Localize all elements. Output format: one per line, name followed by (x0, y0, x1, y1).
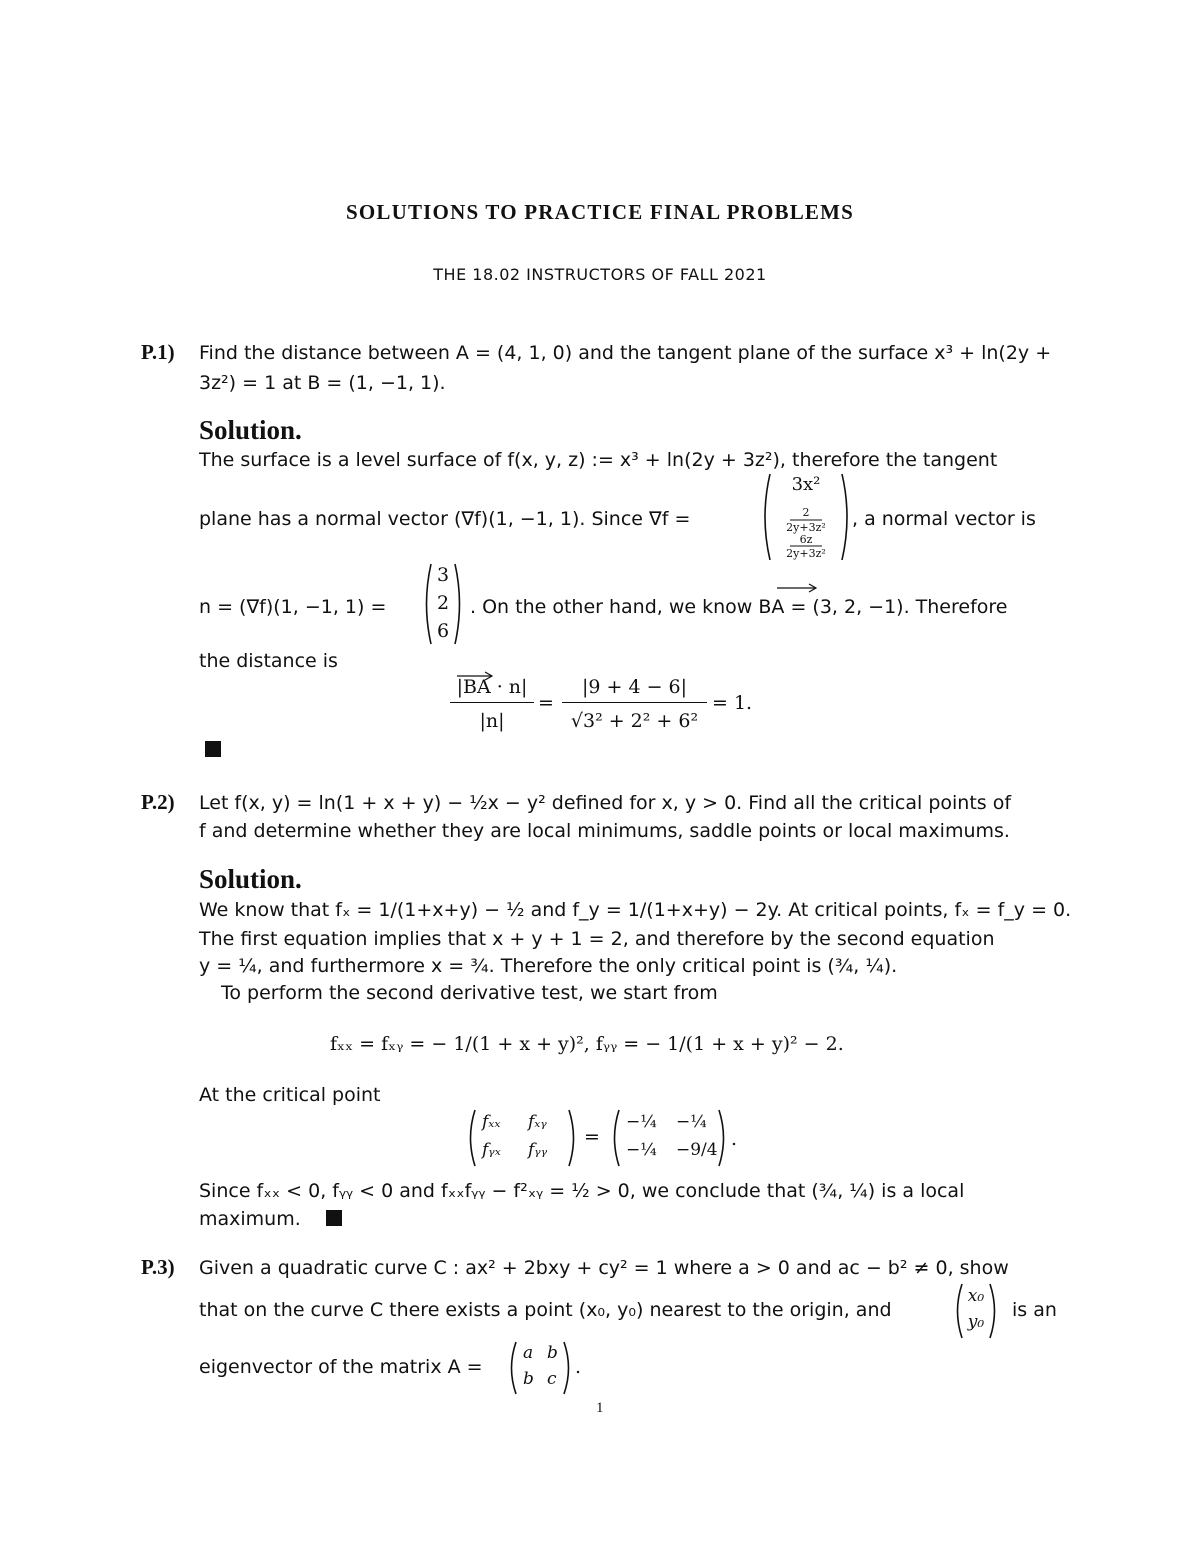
vector-entry-y0: y₀ (967, 1312, 985, 1332)
matrix-a (507, 1340, 573, 1396)
solution-p2-line5: At the critical point (199, 1084, 381, 1106)
problem-statement-p3-line2-post: is an (1012, 1299, 1057, 1321)
solution-p2-line4: To perform the second derivative test, we start from (221, 982, 718, 1004)
gradient-entry-2-den: 2y+3z² (786, 521, 826, 534)
qed-square-p1 (205, 741, 221, 757)
hessian-value-12: −¼ (676, 1112, 707, 1132)
solution-heading-p2: Solution. (199, 864, 302, 894)
problem-statement-p3-line2: that on the curve C there exists a point (x₀, y₀) nearest to the origin, and (199, 1299, 892, 1321)
distance-num-1: |BA · n| (456, 676, 528, 698)
matrix-a-brackets (507, 1340, 573, 1396)
matrix-period: . (575, 1356, 582, 1378)
gradient-entry-3-den: 2y+3z² (786, 547, 826, 560)
second-derivatives-equation: fₓₓ = fₓᵧ = − 1/(1 + x + y)², fᵧᵧ = − 1/(1 + x + y)² − 2. (330, 1033, 844, 1055)
solution-p1-line1: The surface is a level surface of f(x, y, z) := x³ + ln(2y + 3z²), therefore the tangent (199, 449, 998, 471)
fraction-bar-2 (562, 702, 707, 703)
solution-p1-line2-pre: plane has a normal vector (∇f)(1, −1, 1). Since ∇f = (199, 508, 691, 530)
matrix-a-12: b (547, 1343, 558, 1363)
hessian-fyy: fᵧᵧ (528, 1140, 548, 1160)
matrix-a-22: c (547, 1369, 557, 1389)
solution-p1-line2-post: , a normal vector is (852, 508, 1036, 530)
equals-sign-1: = (538, 692, 554, 714)
hessian-value-21: −¼ (626, 1140, 657, 1160)
problem-statement-p3-line1: Given a quadratic curve C : ax² + 2bxy + cy² = 1 where a > 0 and ac − b² ≠ 0, show (199, 1257, 1009, 1279)
distance-result: = 1. (712, 692, 753, 714)
vector-arrow-ba-formula (455, 670, 499, 682)
normal-entry-2: 2 (436, 592, 450, 614)
vector-entry-x0: x₀ (967, 1286, 985, 1306)
distance-den-1: |n| (479, 710, 505, 732)
qed-square-p2 (326, 1210, 342, 1226)
gradient-entry-2-num: 2 (802, 506, 810, 519)
fraction-bar-1 (450, 702, 534, 703)
solution-p1-line3-pre: n = (∇f)(1, −1, 1) = (199, 596, 387, 618)
gradient-entry-3-num: 6z (799, 533, 813, 546)
hessian-value-11: −¼ (626, 1112, 657, 1132)
vector-arrow-ba (775, 582, 819, 594)
hessian-fxy: fₓᵧ (528, 1112, 547, 1132)
page-subtitle: THE 18.02 INSTRUCTORS OF FALL 2021 (433, 265, 767, 284)
hessian-numeric (610, 1108, 728, 1168)
hessian-value-22: −9/4 (676, 1140, 718, 1160)
gradient-vector (760, 472, 852, 562)
problem-statement-p2-line1: Let f(x, y) = ln(1 + x + y) − ½x − y² defined for x, y > 0. Find all the critical points of (199, 792, 1012, 814)
matrix-a-11: a (523, 1343, 534, 1363)
page-number: 1 (596, 1400, 604, 1416)
hessian-period: . (731, 1128, 738, 1150)
solution-p1-line3-post: . On the other hand, we know BA = (3, 2, −1). Therefore (470, 596, 1008, 618)
hessian-fyx: fᵧₓ (482, 1140, 501, 1160)
solution-p2-line7: maximum. (199, 1208, 301, 1230)
normal-entry-3: 6 (436, 620, 450, 642)
hessian-fxx: fₓₓ (482, 1112, 501, 1132)
normal-entry-1: 3 (436, 564, 450, 586)
problem-statement-p1-line1: Find the distance between A = (4, 1, 0) and the tangent plane of the surface x³ + ln(2y + (199, 342, 1052, 364)
problem-label-p1: P.1) (141, 340, 175, 364)
problem-statement-p3-line3: eigenvector of the matrix A = (199, 1356, 483, 1378)
problem-label-p2: P.2) (141, 790, 175, 814)
solution-p2-line3: y = ¼, and furthermore x = ¾. Therefore the only critical point is (¾, ¼). (199, 955, 898, 977)
distance-num-2: |9 + 4 − 6| (581, 676, 688, 698)
solution-p2-line6: Since fₓₓ < 0, fᵧᵧ < 0 and fₓₓfᵧᵧ − f²ₓᵧ = ½ > 0, we conclude that (¾, ¼) is a local (199, 1180, 965, 1202)
problem-statement-p2-line2: f and determine whether they are local minimums, saddle points or local maximums. (199, 820, 1010, 842)
solution-heading-p1: Solution. (199, 415, 302, 445)
page-title: SOLUTIONS TO PRACTICE FINAL PROBLEMS (345, 200, 855, 224)
hessian-symbolic (466, 1108, 578, 1168)
normal-vector (422, 562, 464, 646)
problem-label-p3: P.3) (141, 1255, 175, 1279)
point-vector (953, 1282, 999, 1340)
matrix-a-21: b (523, 1369, 534, 1389)
problem-statement-p1-line2: 3z²) = 1 at B = (1, −1, 1). (199, 372, 446, 394)
equals-sign-hessian: = (584, 1126, 600, 1148)
solution-p2-line2: The first equation implies that x + y + 1 = 2, and therefore by the second equation (199, 928, 995, 950)
gradient-entry-1: 3x² (791, 474, 821, 495)
solution-p1-line4: the distance is (199, 650, 338, 672)
distance-den-2: √3² + 2² + 6² (570, 710, 699, 732)
solution-p2-line1: We know that fₓ = 1/(1+x+y) − ½ and f_y = 1/(1+x+y) − 2y. At critical points, fₓ = f_y = 0. (199, 899, 1072, 921)
